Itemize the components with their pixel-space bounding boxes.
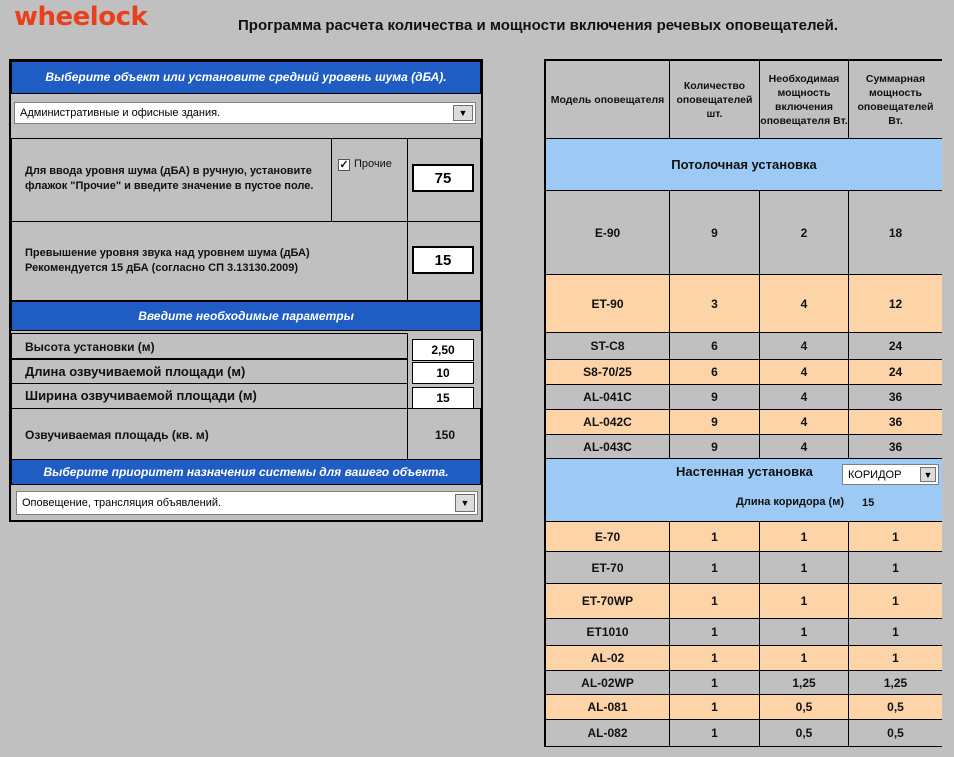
ceiling-power-cell: 4	[760, 360, 849, 385]
wheelock-logo: wheelock	[14, 2, 148, 32]
noise-value-input[interactable]: 75	[412, 164, 474, 192]
priority-select-value: Оповещение, трансляция объявлений.	[22, 497, 222, 509]
area-value-cell	[407, 408, 481, 460]
wall-power-cell: 1	[760, 552, 849, 584]
table-row	[546, 522, 942, 552]
wall-count-cell: 1	[670, 522, 760, 552]
wall-model-cell: AL-02	[546, 646, 670, 671]
chevron-down-icon[interactable]: ▼	[920, 467, 936, 482]
ceiling-total-cell: 36	[849, 385, 942, 410]
ceiling-model-cell: ST-C8	[546, 333, 670, 360]
wall-model-cell: AL-081	[546, 695, 670, 720]
ceiling-power-cell: 4	[760, 275, 849, 333]
wall-count-cell: 1	[670, 646, 760, 671]
wall-total-cell: 1	[849, 522, 942, 552]
wall-model-cell: E-70	[546, 522, 670, 552]
area-value: 150	[435, 428, 456, 442]
wall-total-cell: 0,5	[849, 720, 942, 747]
table-row	[546, 619, 942, 646]
wall-power-cell: 0,5	[760, 720, 849, 747]
length-label: Длина озвучиваемой площади (м)	[25, 364, 246, 379]
wall-power-cell: 1	[760, 619, 849, 646]
ceiling-count-cell: 3	[670, 275, 760, 333]
width-input[interactable]: 15	[412, 387, 474, 409]
ceiling-model-cell: AL-042C	[546, 410, 670, 435]
ceiling-power-cell: 4	[760, 410, 849, 435]
wall-model-cell: AL-02WP	[546, 671, 670, 695]
manual-noise-cell	[11, 138, 332, 222]
ceiling-power-cell: 4	[760, 333, 849, 360]
ceiling-model-cell: AL-041C	[546, 385, 670, 410]
wall-total-cell: 1,25	[849, 671, 942, 695]
wall-count-cell: 1	[670, 720, 760, 747]
wall-count-cell: 1	[670, 619, 760, 646]
area-label: Озвучиваемая площадь (кв. м)	[25, 428, 209, 442]
ceiling-model-cell: S8-70/25	[546, 360, 670, 385]
table-header	[546, 61, 942, 139]
wall-total-cell: 1	[849, 619, 942, 646]
ceiling-total-cell: 36	[849, 410, 942, 435]
wall-count-cell: 1	[670, 671, 760, 695]
wall-type-select[interactable]	[842, 464, 939, 485]
header-model: Модель оповещателя	[546, 61, 670, 139]
ceiling-total-cell: 36	[849, 435, 942, 459]
ceiling-model-cell: AL-043C	[546, 435, 670, 459]
excess-cell	[11, 221, 408, 301]
ceiling-total-cell: 18	[849, 191, 942, 275]
wall-power-cell: 1	[760, 646, 849, 671]
object-header: Выберите объект или установите средний уровень шума (дБА).	[11, 61, 481, 94]
object-select[interactable]	[14, 102, 476, 124]
wall-total-cell: 1	[849, 584, 942, 619]
wall-model-cell: AL-082	[546, 720, 670, 747]
ceiling-power-cell: 4	[760, 435, 849, 459]
header-count: Количество оповещателей шт.	[670, 61, 760, 139]
object-select-value: Административные и офисные здания.	[20, 107, 221, 119]
wall-power-cell: 1,25	[760, 671, 849, 695]
length-input[interactable]: 10	[412, 362, 474, 384]
table-row	[546, 191, 942, 275]
table-row	[546, 385, 942, 410]
other-checkbox-label: Прочие	[354, 158, 392, 170]
priority-select[interactable]	[16, 491, 478, 515]
table-row	[546, 410, 942, 435]
ceiling-total-cell: 24	[849, 333, 942, 360]
ceiling-total-cell: 24	[849, 360, 942, 385]
corridor-length-value[interactable]: 15	[862, 497, 875, 509]
wall-section	[546, 459, 942, 522]
input-panel	[9, 59, 483, 522]
ceiling-model-cell: E-90	[546, 191, 670, 275]
table-row	[546, 646, 942, 671]
table-row	[546, 552, 942, 584]
table-row	[546, 333, 942, 360]
table-row	[546, 584, 942, 619]
ceiling-power-cell: 2	[760, 191, 849, 275]
page-title: Программа расчета количества и мощности включения речевых оповещателей.	[238, 17, 838, 34]
ceiling-section-title: Потолочная установка	[546, 139, 942, 191]
other-checkbox[interactable]: ✓	[339, 159, 349, 171]
height-input[interactable]: 2,50	[412, 339, 474, 361]
wall-model-cell: ET-70	[546, 552, 670, 584]
wall-model-cell: ET-70WP	[546, 584, 670, 619]
header-total: Суммарная мощность оповещателей Вт.	[849, 61, 942, 139]
wall-model-cell: ET1010	[546, 619, 670, 646]
ceiling-count-cell: 9	[670, 410, 760, 435]
results-table	[544, 59, 942, 747]
width-row	[11, 383, 408, 409]
excess-text-1: Превышение уровня звука над уровнем шума (дБА)	[25, 247, 310, 259]
table-row	[546, 671, 942, 695]
height-label: Высота установки (м)	[25, 340, 155, 354]
excess-value-input[interactable]: 15	[412, 246, 474, 274]
width-label: Ширина озвучиваемой площади (м)	[25, 388, 257, 403]
wall-power-cell: 0,5	[760, 695, 849, 720]
chevron-down-icon[interactable]: ▼	[453, 105, 473, 121]
table-row	[546, 695, 942, 720]
ceiling-count-cell: 9	[670, 191, 760, 275]
ceiling-count-cell: 6	[670, 333, 760, 360]
table-row	[546, 720, 942, 747]
wall-power-cell: 1	[760, 522, 849, 552]
wall-total-cell: 1	[849, 646, 942, 671]
wall-type-value: КОРИДОР	[848, 468, 902, 481]
ceiling-count-cell: 9	[670, 435, 760, 459]
length-row	[11, 359, 408, 384]
table-row	[546, 435, 942, 459]
wall-count-cell: 1	[670, 584, 760, 619]
wall-power-cell: 1	[760, 584, 849, 619]
table-row	[546, 360, 942, 385]
table-row	[546, 275, 942, 333]
params-header: Введите необходимые параметры	[11, 301, 481, 331]
ceiling-power-cell: 4	[760, 385, 849, 410]
ceiling-count-cell: 9	[670, 385, 760, 410]
wall-count-cell: 1	[670, 695, 760, 720]
height-row	[11, 333, 408, 359]
other-checkbox-cell	[331, 138, 408, 222]
wall-total-cell: 1	[849, 552, 942, 584]
area-row	[11, 408, 408, 460]
wall-total-cell: 0,5	[849, 695, 942, 720]
manual-noise-text: Для ввода уровня шума (дБА) в ручную, установите флажок "Прочие" и введите значение в пустое поле.	[25, 165, 314, 192]
corridor-length-label: Длина коридора (м)	[736, 496, 845, 508]
wall-section-title: Настенная установка	[676, 464, 813, 479]
ceiling-model-cell: ET-90	[546, 275, 670, 333]
header-power: Необходимая мощность включения оповещателя Вт.	[760, 61, 849, 139]
priority-header: Выберите приоритет назначения системы для вашего объекта.	[11, 459, 481, 485]
ceiling-total-cell: 12	[849, 275, 942, 333]
ceiling-count-cell: 6	[670, 360, 760, 385]
excess-text-2: Рекомендуется 15 дБА (согласно СП 3.13130.2009)	[25, 262, 298, 274]
wall-count-cell: 1	[670, 552, 760, 584]
chevron-down-icon[interactable]: ▼	[455, 494, 475, 512]
